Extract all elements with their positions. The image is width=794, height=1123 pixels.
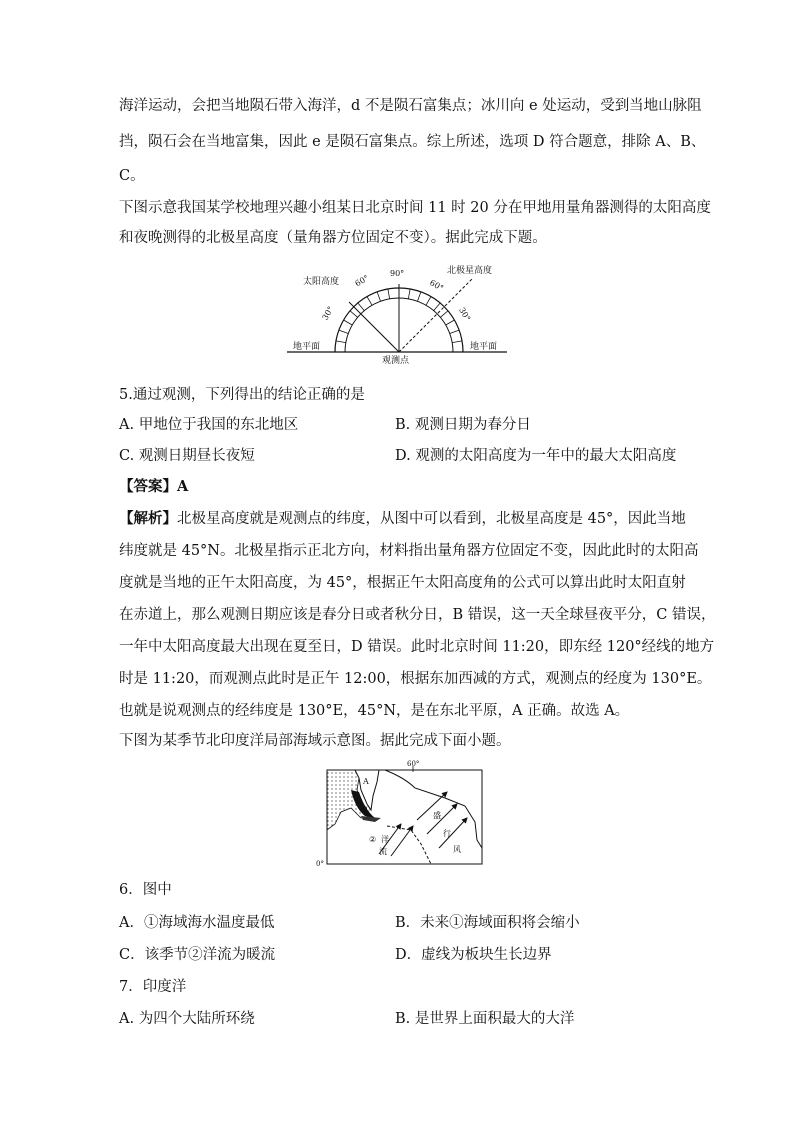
q7-stem: 7．印度洋 (119, 979, 187, 995)
label-a: A (363, 777, 369, 786)
current-label-liu: 流 (379, 847, 387, 856)
tick-30-left-label: 30° (320, 304, 336, 322)
protractor-figure (287, 262, 507, 366)
tick-60-left-label: 60° (353, 273, 371, 289)
wind-label-sheng: 盛 (433, 811, 441, 820)
q7-option-a: A. 为四个大陆所环绕 (119, 1011, 255, 1027)
tick-mark (336, 341, 346, 343)
lat-label: 0° (316, 860, 324, 868)
current-label-2: ② (369, 835, 377, 844)
q5-analysis-first: 北极星高度就是观测点的纬度，从图中可以看到，北极星高度是 45°，因此当地 (177, 511, 686, 527)
tick-mark (426, 297, 431, 306)
tick-mark (388, 289, 390, 299)
q5-option-a: A. 甲地位于我国的东北地区 (119, 417, 299, 433)
q5-option-b: B. 观测日期为春分日 (395, 417, 531, 433)
intro1-line-2: 和夜晚测得的北极星高度（量角器方位固定不变）。据此完成下题。 (119, 230, 547, 246)
tick-mark (339, 330, 348, 333)
q5-option-d: D. 观测的太阳高度为一年中的最大太阳高度 (395, 448, 677, 464)
q5-analysis-line-2: 纬度就是 45°N。北极星指示正北方向，材料指出量角器方位固定不变，因此此时的太阳高 (119, 543, 699, 559)
tick-mark (377, 292, 380, 301)
q5-option-c: C. 观测日期昼长夜短 (119, 448, 255, 464)
tick-mark (452, 341, 462, 343)
ground-left-label: 地平面 (293, 342, 321, 352)
q5-analysis-line-4: 在赤道上，那么观测日期应该是春分日或者秋分日，B 错误，这一天全球昼夜平分，C 错误， (119, 607, 716, 623)
q6-option-a: A．①海域海水温度最低 (119, 915, 275, 931)
sun-altitude-line (349, 302, 399, 352)
q6-stem: 6．图中 (119, 882, 172, 898)
label-1: ① (363, 805, 371, 814)
prev-explanation-line-2: 挡，陨石会在当地富集，因此 e 是陨石富集点。综上所述，选项 D 符合题意，排除 A、B、 (119, 134, 706, 150)
tick-mark (350, 311, 358, 317)
ground-right-label: 地平面 (470, 342, 498, 352)
tick-30-right-label: 30° (457, 305, 473, 323)
tick-mark (408, 289, 410, 299)
intro1-line-1: 下图示意我国某学校地理兴趣小组某日北京时间 11 时 20 分在甲地用量角器测得的太阳高度 (119, 200, 711, 216)
tick-mark (367, 297, 372, 306)
intro2: 下图为某季节北印度洋局部海域示意图。据此完成下面小题。 (119, 733, 511, 749)
tick-mark (434, 303, 440, 311)
q6-option-d: D．虚线为板块生长边界 (395, 947, 552, 963)
wind-label-feng: 风 (453, 845, 461, 854)
current-label-yang: 洋 (381, 835, 389, 844)
tick-mark (358, 303, 364, 311)
sun-altitude-label: 太阳高度 (303, 277, 340, 287)
q5-analysis-line-6: 时是 11:20，而观测点此时是正午 12:00，根据东加西减的方式，观测点的经度为 130°E。 (119, 671, 712, 687)
polaris-altitude-label: 北极星高度 (447, 266, 493, 276)
wind-label-xing: 行 (443, 829, 451, 838)
prev-explanation-line-3: C。 (119, 168, 145, 184)
q5-analysis-label: 【解析】 (119, 510, 177, 527)
q5-analysis-line-5: 一年中太阳高度最大出现在夏至日，D 错误。此时北京时间 11:20，即东经 120°经线的地方 (119, 639, 715, 655)
q6-option-b: B．未来①海域面积将会缩小 (395, 915, 580, 931)
tick-90-label: 90° (390, 269, 405, 278)
tick-mark (344, 320, 353, 325)
prev-explanation-line-1: 海洋运动，会把当地陨石带入海洋，d 不是陨石富集点；冰川向 e 处运动，受到当地山脉阻 (119, 98, 702, 114)
q5-answer: 【答案】A (119, 478, 189, 495)
observer-label: 观测点 (382, 356, 410, 366)
tick-mark (446, 320, 455, 325)
q6-option-c: C．该季节②洋流为暖流 (119, 947, 276, 963)
q5-analysis-line-1 (119, 509, 686, 529)
q5-stem: 5.通过观测，下列得出的结论正确的是 (119, 387, 365, 403)
tick-60-right-label: 60° (428, 278, 445, 293)
ocean-map-figure (315, 760, 487, 868)
tick-mark (440, 311, 448, 317)
tick-mark (450, 330, 459, 333)
lon-label: 60° (407, 760, 420, 768)
q7-option-b: B. 是世界上面积最大的大洋 (395, 1011, 575, 1027)
tick-mark (417, 292, 420, 301)
q5-analysis-line-7: 也就是说观测点的经纬度是 130°E，45°N，是在东北平原，A 正确。故选 A。 (119, 703, 630, 719)
q5-analysis-line-3: 度就是当地的正午太阳高度，为 45°，根据正午太阳高度角的公式可以算出此时太阳直射 (119, 575, 686, 591)
